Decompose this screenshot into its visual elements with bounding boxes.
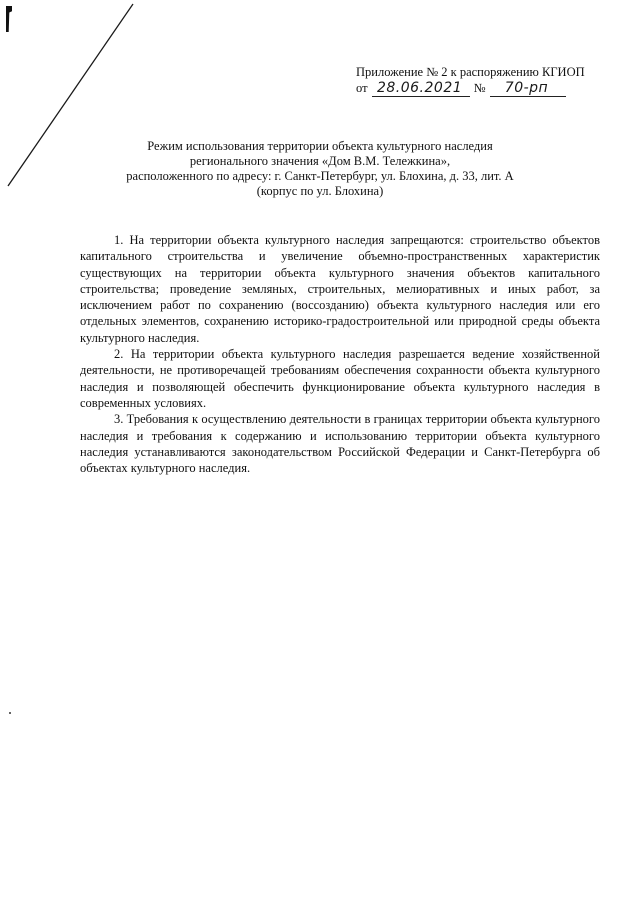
number-prefix: № (473, 81, 486, 95)
title-line: Режим использования территории объекта культурного наследия (147, 139, 493, 153)
title-line: регионального значения «Дом В.М. Тележкина», (189, 154, 451, 168)
handwritten-date: 28.06.2021 (372, 81, 470, 97)
title-line: (корпус по ул. Блохина) (256, 184, 384, 198)
date-prefix: от (356, 81, 368, 95)
title-line: расположенного по адресу: г. Санкт-Петербург, ул. Блохина, д. 33, лит. А (126, 169, 514, 183)
appendix-header (356, 64, 606, 97)
paragraph-3: 3. Требования к осуществлению деятельности в границах территории объекта культурного наследия и требования к содержанию и использованию территории объекта культурного наследия устанавливаются законодательством Российской Федерации и Санкт-Петербурга об объектах культурного наследия. (80, 412, 600, 476)
appendix-title: Приложение № 2 к распоряжению КГИОП (356, 65, 585, 79)
paragraph-2: 2. На территории объекта культурного наследия разрешается ведение хозяйственной деятельности, не противоречащей требованиям обеспечения сохранности объекта культурного наследия и позволяющей обеспечить функционирование объекта культурного наследия в современных условиях. (80, 347, 600, 410)
document-body (80, 232, 600, 476)
document-title (100, 139, 540, 199)
scan-artifact-dot (9, 712, 11, 714)
appendix-date-number-line (356, 80, 606, 97)
paragraph-1: 1. На территории объекта культурного наследия запрещаются: строительство объектов капитального строительства и увеличение объемно-пространственных характеристик существующих на территории объекта культурного значения объектов капитального строительства; проведение земляных, строительных, мелиоративных и иных работ, за исключением работ по сохранению (воссозданию) объекта культурного наследия или его отдельных элементов, сохранению историко-градостроительной или природной среды объекта культурного наследия. (80, 233, 600, 345)
handwritten-number: 70-рп (490, 81, 566, 97)
